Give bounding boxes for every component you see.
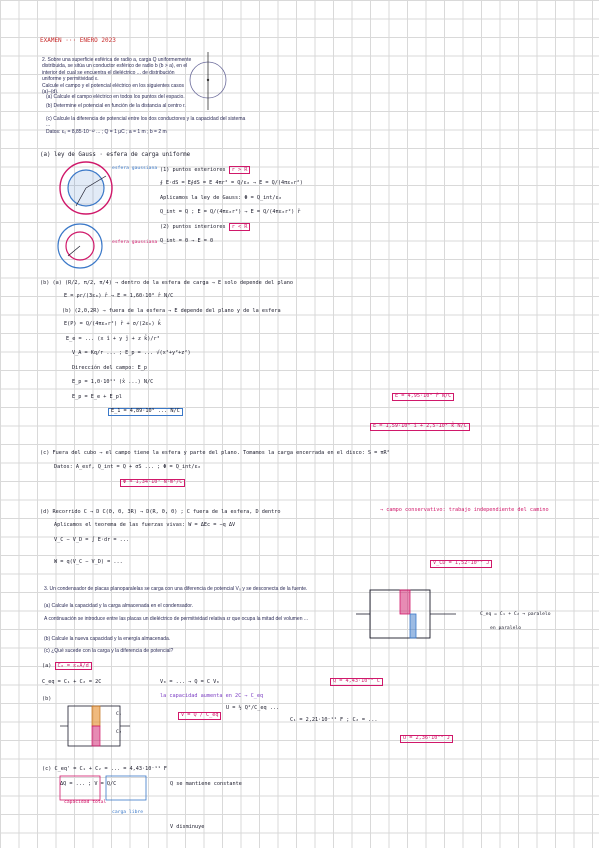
sphere-label-1: esfera gaussiana <box>112 166 158 171</box>
section-b-line-1 <box>40 281 293 287</box>
region-in-badge: r < R <box>229 223 251 231</box>
statement-sphere-diagram <box>190 52 240 112</box>
section-d-label: (d) <box>40 509 50 515</box>
p3-part-a-label: (a) <box>42 663 52 669</box>
points-outside-label: (1) puntos exteriores <box>160 167 226 173</box>
problem3-text-3: A continuación se introduce entre las placas un dieléctrico de permitividad relativa εr que ocupa la mitad del volumen ... <box>44 616 309 622</box>
p3-part-a <box>42 664 92 670</box>
diagram-note-1: C_eq = C₁ + C₂ → paralelo <box>480 612 551 617</box>
section-a-line-2: Aplicamos la ley de Gauss: Φ = Q_int/ε₀ <box>160 195 282 201</box>
section-c-result: Φ = 1,34·10⁵ N·m²/C <box>120 479 185 487</box>
cap-label-2: C₂ <box>116 730 122 735</box>
section-d-text-1: Recorrido C → D C(0, 0, 3R) → D(R, 0, 0) ; C fuera de la esfera, D dentro <box>52 509 281 515</box>
diagram-note-2: en paralelo <box>490 626 522 631</box>
section-c-label: (c) <box>40 450 50 456</box>
section-b-result-2: E = 1,59·10⁹ î + 2,5·10⁹ k̂ N/C <box>370 423 470 431</box>
p3-part-a-3: V₀ = ... → Q = C V₀ <box>160 679 220 685</box>
statement-text-3: (a) Calcule el campo eléctrico en todos los puntos del espacio. <box>46 94 185 100</box>
section-d-note: → campo conservativo: trabajo independiente del camino <box>380 507 549 513</box>
section-c-text-1: Fuera del cubo → el campo tiene la esfera y parte del plano. Tomamos la carga encerrada en el disco: S = πR² <box>52 450 390 456</box>
section-c-line-2: Datos: A_esf, Q_int = Q + σS ... ; Φ = Q_int/ε₀ <box>54 464 201 470</box>
p3-part-a-2: C_eq = C₁ + C₂ = 2C <box>42 679 102 685</box>
statement-text-5: (c) Calcule la diferencia de potencial entre los dos conductores y la capacidad del sistema ... <box>46 116 246 129</box>
gaussian-sphere-outer-diagram <box>58 160 118 220</box>
part-c-highlight-box <box>60 776 160 816</box>
statement-text-4: (b) Determine el potencial en función de la distancia al centro r. <box>46 103 186 109</box>
p3-part-b-3: C₁ = 2,21·10⁻¹¹ F ; C₂ = ... <box>290 717 378 723</box>
p3-part-c-1: C_eq' = C₁ + C₂ = ... = 4,43·10⁻¹¹ F <box>54 766 167 772</box>
statement-text-2: Calcule el campo y el potencial eléctrico en los siguientes casos (a)–(d). <box>42 83 185 96</box>
page-title: EXAMEN ··· ENERO 2023 <box>40 37 116 44</box>
section-a-title: ley de Gauss · esfera de carga uniforme <box>53 152 191 158</box>
section-a-heading <box>40 152 190 159</box>
p3-part-c-5: carga libre <box>112 810 144 815</box>
section-a-label: (a) <box>40 152 51 158</box>
capacitor-sketch-b <box>60 700 130 754</box>
section-b-line-7: Dirección del campo: E_p <box>72 365 147 371</box>
section-b-line-9: E_p = E_e + E_pl <box>72 394 122 400</box>
p3-part-c-label: (c) <box>42 766 52 772</box>
p3-part-b-2: U = ½ Q²/C_eq ... <box>226 705 280 711</box>
section-b-text-1: (a) (R/2, π/2, π/4) → dentro de la esfera de carga → E solo depende del plano <box>52 280 293 286</box>
section-a-line-3: Q_int = Q ; E = Q/(4πε₀r²) → E = Q/(4πε₀r²) r̂ <box>160 209 301 215</box>
section-b-line-2: E = ρr/(3ε₀) r̂ → E = 1,60·10⁸ r̂ N/C <box>64 293 174 299</box>
p3-part-c-4: capacidad total <box>64 800 107 805</box>
problem3-text-2: (a) Calcule la capacidad y la carga almacenada en el condensador. <box>44 603 193 609</box>
p3-part-c-2: ΔQ = ... ; V = Q/C <box>60 781 117 787</box>
section-b-result-1: E = 4,95·10⁹ r̂ N/C <box>392 393 454 401</box>
capacitor-diagram <box>356 582 466 652</box>
section-a-line-4: Q_int = 0 → E = 0 <box>160 238 214 244</box>
problem3-text-1: 3. Un condensador de placas planoparalelas se carga con una diferencia de potencial V₀ y se desconecta de la fuente. <box>44 586 308 592</box>
section-d-line-4: W = q(V_C − V_D) = ... <box>54 559 123 565</box>
statement-text-6: Datos: ε₀ = 8,85·10⁻¹² ... ; Q = 1 μC ; a = 1 m ; b = 2 m <box>46 129 167 135</box>
section-b-line-5: E_e = ... (x î + y ĵ + z k̂)/r³ <box>66 336 160 342</box>
p3-part-c <box>42 767 167 773</box>
section-b-result-3: E_1 = 4,89·10⁹ ... N/C <box>108 408 183 416</box>
p3-part-c-6: V disminuye <box>170 824 205 830</box>
section-d-result: V_CD = 1,52·10⁻⁵ J <box>430 560 492 568</box>
section-d-line-3: V_C − V_D = ∫ E·dr = ... <box>54 537 129 543</box>
cap-label-1: C₁ <box>116 712 122 717</box>
section-a-points-outside <box>160 168 250 174</box>
p3-part-a-4: Q = 4,43·10⁻⁹ C <box>330 678 383 686</box>
section-a-line-1: ∮ E·dS = E∮dS = E 4πr² = Q/ε₀ → E = Q/(4πε₀r²) <box>160 180 303 186</box>
p3-part-b-4: U = 2,36·10⁻⁸ J <box>400 735 453 743</box>
section-a-points-inside <box>160 225 250 231</box>
gaussian-sphere-inner-diagram <box>56 222 106 272</box>
section-b-line-8: E_p = 1,0·10¹¹ (x̂ ...) N/C <box>72 379 154 385</box>
p3-part-a-5: la capacidad aumenta en 2C → C_eq <box>160 693 264 699</box>
problem3-text-5: (c) ¿Qué sucede con la carga y la diferencia de potencial? <box>44 648 174 654</box>
section-d-line-1 <box>40 510 281 516</box>
region-out-badge: r > R <box>229 166 251 174</box>
section-b-line-3: (b) (2,0,2R) → fuera de la esfera → E depende del plano y de la esfera <box>62 308 281 314</box>
sphere-label-2: esfera gaussiana <box>112 240 158 245</box>
section-b-line-4: E(P) = Q/(4πε₀r²) r̂ + σ/(2ε₀) k̂ <box>64 321 161 327</box>
p3-part-a-eq: C₀ = ε₀A/d <box>55 662 92 670</box>
section-c-line-1 <box>40 451 390 457</box>
statement-text-1: 2. Sobre una superficie esférica de radio a, carga Q uniformemente distribuida, se sitúa un conductor esférico de radio b (b > a), en el interior del cual se encuentra el dieléctrico ... de distribución uniforme y permitividad ε. <box>42 57 192 82</box>
section-b-line-6: V_A = Kq/r ... ; E_p = ... √(x²+y²+z²) <box>72 350 191 356</box>
p3-part-b-label: (b) <box>42 696 52 702</box>
p3-part-b-formula: V = Q / C_eq <box>178 712 221 720</box>
problem3-text-4: (b) Calcule la nueva capacidad y la energía almacenada. <box>44 636 171 642</box>
p3-part-c-3: Q se mantiene constante <box>170 781 242 787</box>
points-inside-label: (2) puntos interiores <box>160 224 226 230</box>
section-b-label: (b) <box>40 280 50 286</box>
section-d-line-2: Aplicamos el teorema de las fuerzas vivas: W = ΔEc = −q ΔV <box>54 522 236 528</box>
